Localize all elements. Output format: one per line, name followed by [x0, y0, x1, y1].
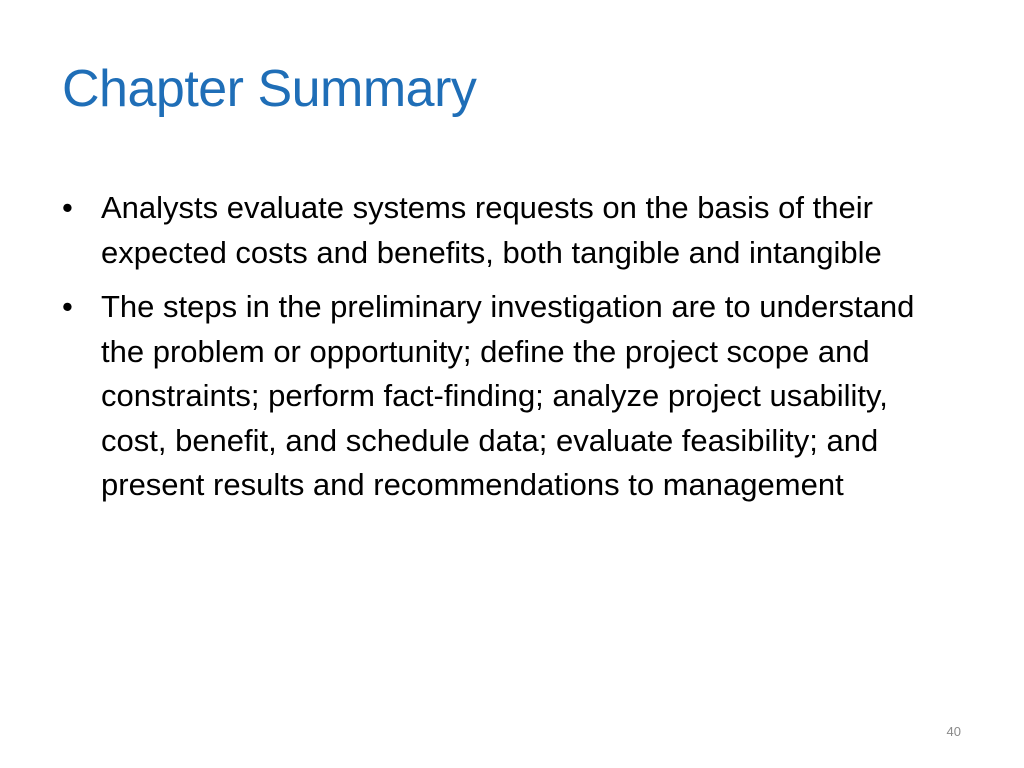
bullet-marker: • — [62, 289, 73, 324]
bullet-item — [62, 285, 942, 508]
bullet-item — [62, 186, 942, 275]
bullet-text: The steps in the preliminary investigation are to understand the problem or opportunity; define the project scope and constraints; perform fact-finding; analyze project usability, cost, benefit, and schedule data; evaluate feasibility; and present results and recommendations to management — [101, 289, 915, 502]
slide-title: Chapter Summary — [62, 60, 477, 118]
bullet-text: Analysts evaluate systems requests on the basis of their expected costs and benefits, both tangible and intangible — [101, 190, 882, 270]
bullet-marker: • — [62, 190, 73, 225]
slide-number: 40 — [946, 724, 961, 739]
bullet-list — [62, 186, 942, 518]
